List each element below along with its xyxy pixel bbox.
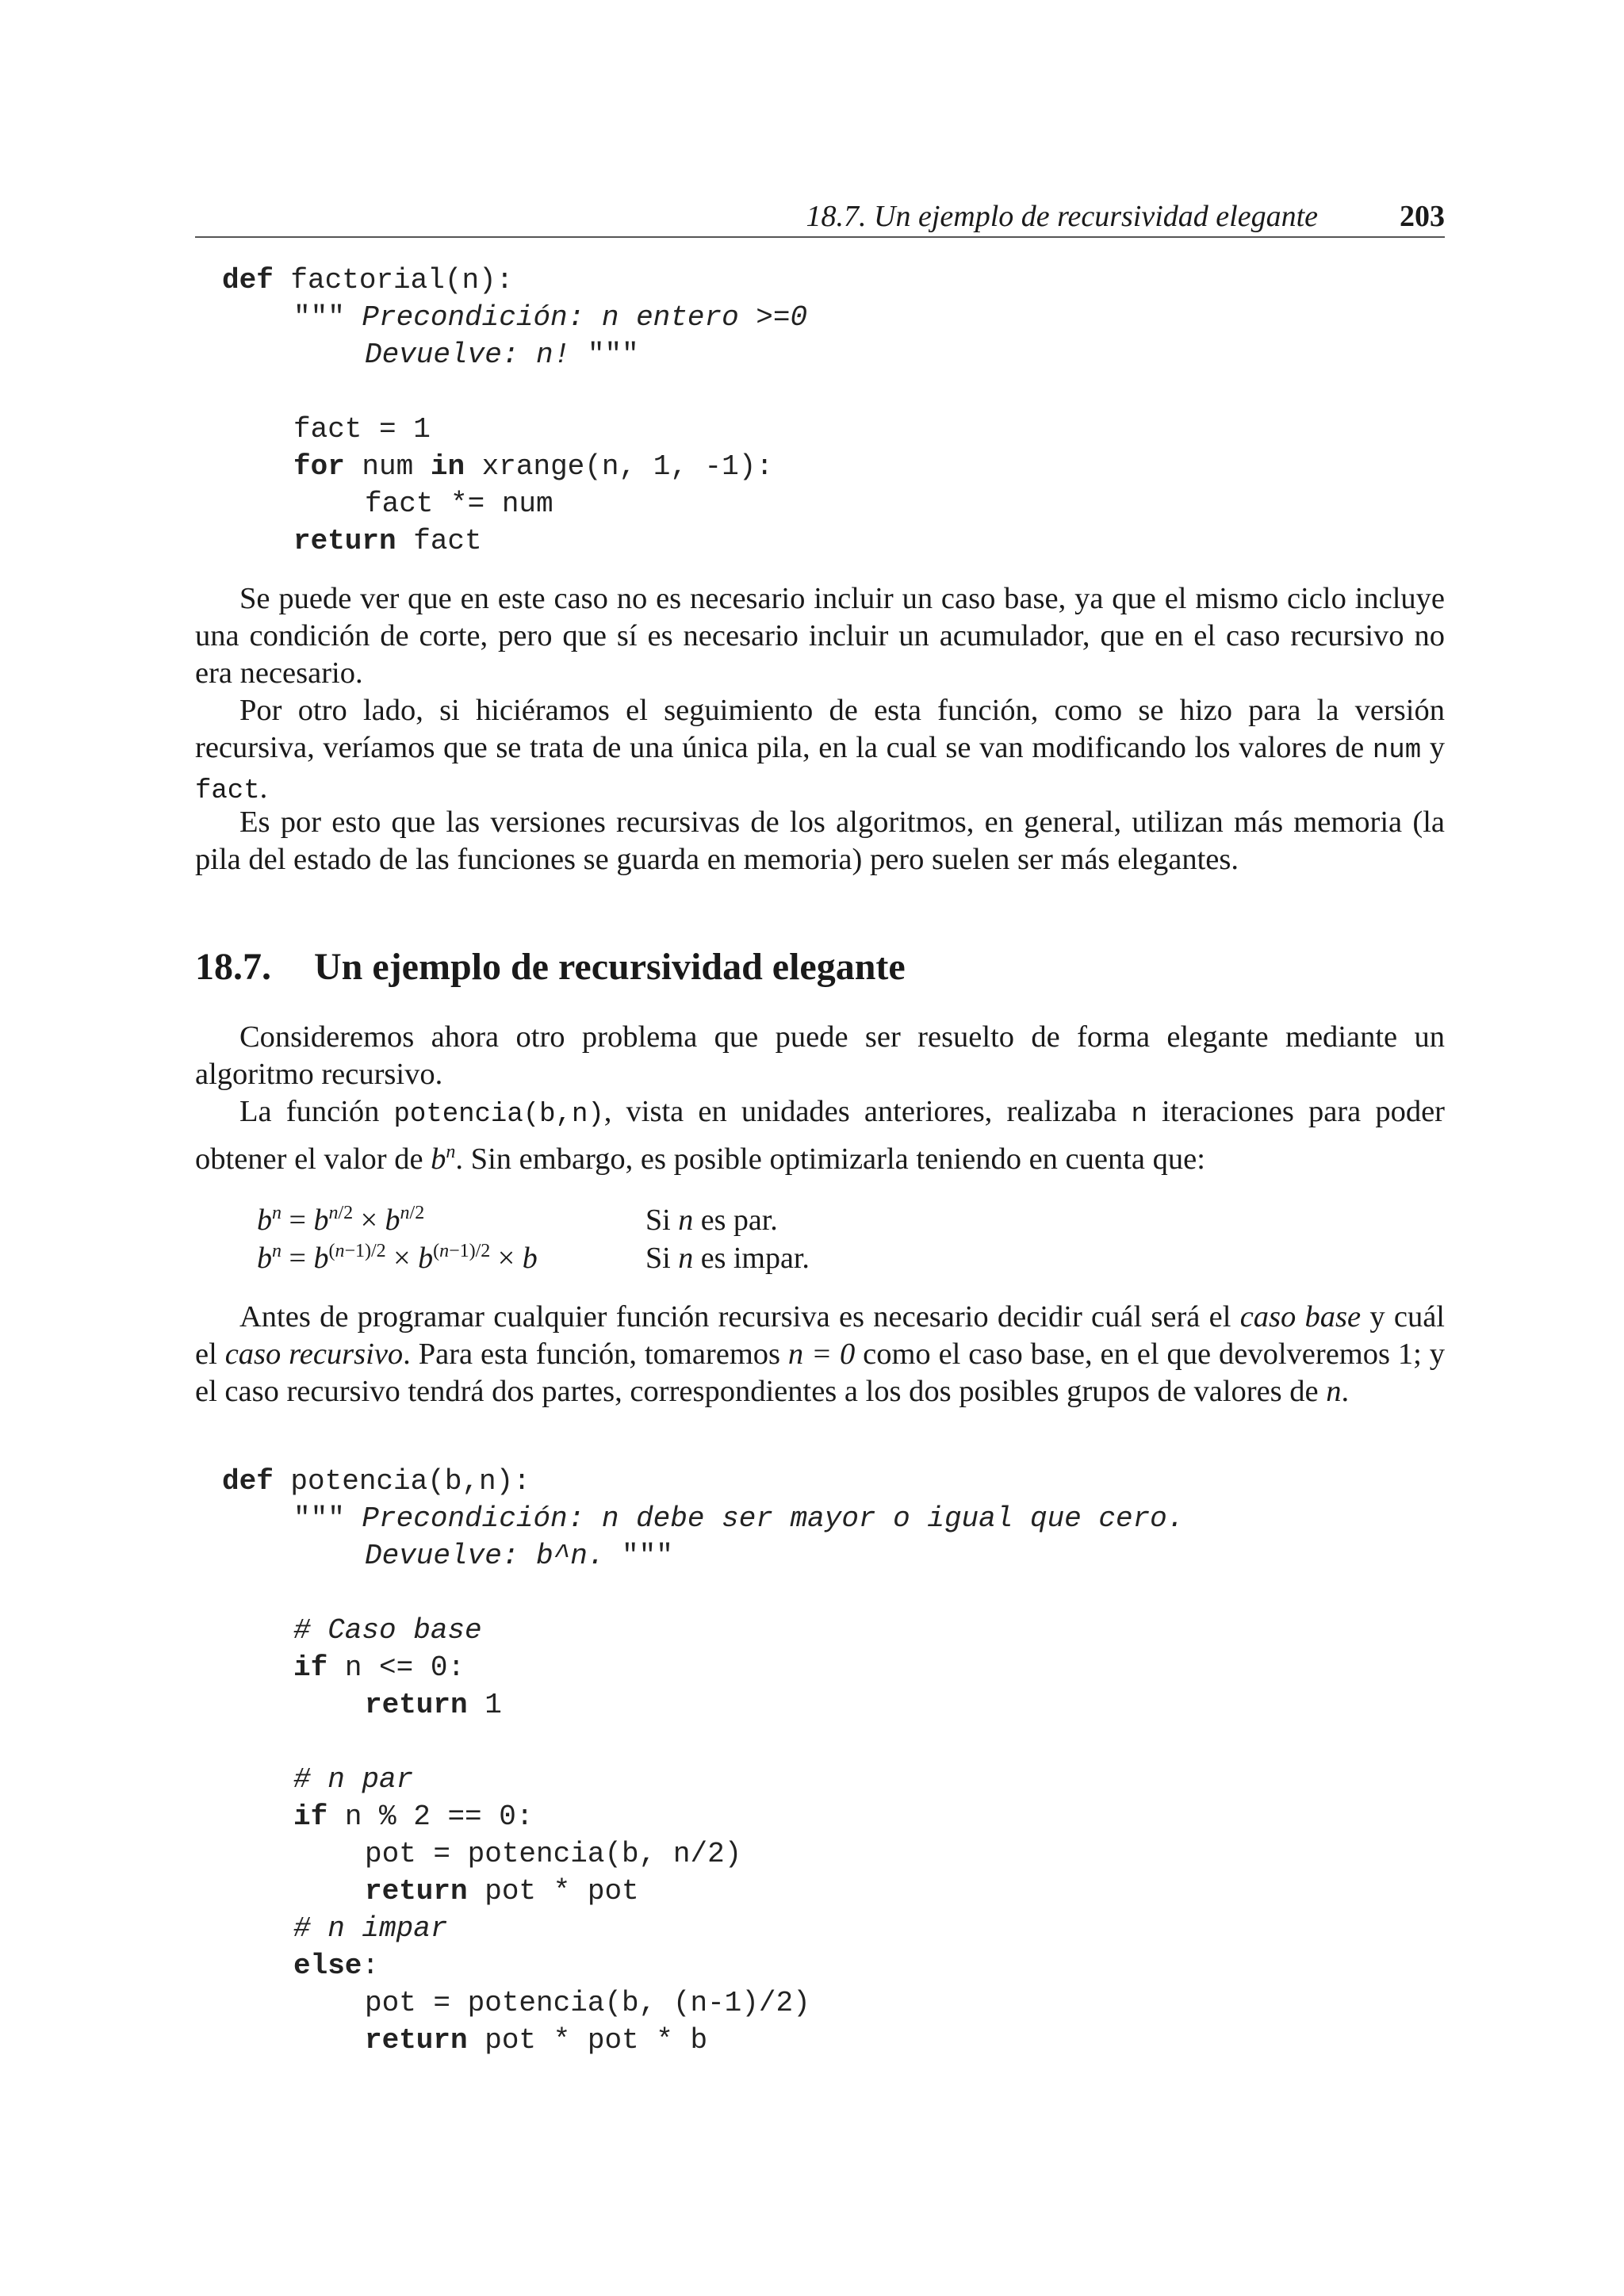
code-line	[222, 1798, 1472, 1835]
section-heading	[195, 943, 906, 991]
code-token: Devuelve: b^n.	[365, 1540, 605, 1572]
code-line	[222, 262, 1472, 299]
condition-text: Si	[645, 1203, 679, 1237]
code-token: Precondición: n debe ser mayor o igual que cero.	[362, 1502, 1185, 1535]
math-b: b	[431, 1142, 446, 1176]
code-num: num	[1372, 736, 1422, 766]
code-line	[222, 1910, 1472, 1947]
code-line	[222, 1835, 1472, 1873]
code-line	[222, 2022, 1472, 2059]
code-fact: fact	[195, 776, 260, 806]
code-token: num	[344, 450, 431, 483]
code-token: pot = potencia(b, (n-1)/2)	[365, 1987, 810, 2019]
paragraph-4: Consideremos ahora otro problema que puede ser resuelto de forma elegante mediante un algoritmo recursivo.	[195, 1020, 1445, 1091]
paragraph-2-text-a: Por otro lado, si hiciéramos el seguimiento de esta función, como se hizo para la versión recursiva, veríamos que se trata de una única pila, en la cual se van modificando los valores de	[195, 694, 1445, 764]
paragraph-2-text-b: y	[1421, 731, 1445, 764]
paragraph-6	[195, 1299, 1445, 1410]
code-token: # Caso base	[293, 1614, 482, 1647]
paragraph-6-text-b: y cuál el	[195, 1300, 1445, 1371]
code-token: return	[365, 2024, 468, 2057]
math-equations	[257, 1201, 1129, 1277]
code-line	[222, 1575, 1472, 1612]
code-token: Devuelve: n!	[365, 339, 571, 371]
paragraph-6-text-e: .	[1341, 1375, 1350, 1408]
paragraph-5	[195, 1093, 1445, 1178]
code-token: def	[222, 1465, 274, 1498]
page-number: 203	[1400, 200, 1445, 233]
code-token: in	[430, 450, 465, 483]
paragraph-5-text-d: . Sin embargo, es posible optimizarla teniendo en cuenta que:	[455, 1142, 1205, 1176]
paragraph-1: Se puede ver que en este caso no es necesario incluir un caso base, ya que el mismo ciclo incluye una condición de corte, pero que sí es necesario incluir un acumulador, que en el caso recursivo no era necesario.	[195, 582, 1445, 690]
paragraph-6-text-c: . Para esta función, tomaremos	[403, 1337, 788, 1371]
code-line	[222, 336, 1472, 373]
math-row	[257, 1201, 1129, 1239]
math-n-equals-0: n = 0	[787, 1337, 856, 1371]
code-token: return	[365, 1875, 468, 1908]
paragraph-2-text-c: .	[259, 771, 268, 805]
paragraph-6-text-d: como el caso base, en el que devolveremos 1; y el caso recursivo tendrá dos partes, correspondientes a los dos posibles grupos de valores de	[195, 1337, 1445, 1408]
paragraph-3: Es por esto que las versiones recursivas de los algoritmos, en general, utilizan más memoria (la pila del estado de las funciones se guarda en memoria) pero suelen ser más elegantes.	[195, 806, 1445, 876]
code-block-factorial	[222, 262, 1472, 560]
code-line	[222, 485, 1472, 522]
code-line	[222, 1463, 1472, 1500]
math-equation: $b^n = b^{(n-1)/2} \times b^{(n-1)/2} \times b$	[257, 1241, 538, 1275]
code-token: :	[362, 1950, 380, 1982]
paragraph-5-text-a: La función	[239, 1095, 394, 1128]
emphasis-caso-base: caso base	[1239, 1300, 1362, 1334]
code-token: factorial(n):	[273, 264, 514, 297]
math-sup-n: n	[446, 1142, 456, 1162]
code-token: """	[570, 339, 639, 371]
code-token: """	[293, 1502, 362, 1535]
paragraph-6-text-a: Antes de programar cualquier función recursiva es necesario decidir cuál será el	[239, 1300, 1240, 1334]
condition-text: es impar.	[693, 1242, 810, 1275]
code-token: fact *= num	[365, 488, 553, 520]
code-token: pot = potencia(b, n/2)	[365, 1838, 742, 1870]
math-condition	[645, 1239, 1129, 1277]
code-line	[222, 411, 1472, 448]
code-line	[222, 1500, 1472, 1537]
code-token: potencia(b,n):	[273, 1465, 530, 1498]
code-line	[222, 1984, 1472, 2022]
code-line	[222, 373, 1472, 411]
code-potencia: potencia(b,n)	[393, 1100, 604, 1130]
code-token: return	[293, 525, 396, 557]
running-header	[195, 197, 1445, 238]
code-token: for	[293, 450, 345, 483]
code-line	[222, 299, 1472, 336]
code-token: fact	[396, 525, 482, 557]
code-line	[222, 1947, 1472, 1984]
code-token: fact = 1	[293, 413, 431, 446]
condition-text: es par.	[693, 1203, 778, 1237]
math-equation: $b^n = b^{n/2} \times b^{n/2}$	[257, 1203, 425, 1237]
running-title: 18.7. Un ejemplo de recursividad elegante	[806, 200, 1318, 233]
code-line	[222, 1612, 1472, 1649]
section-number: 18.7.	[195, 946, 271, 988]
code-line	[222, 522, 1472, 560]
code-token: # n par	[293, 1763, 414, 1796]
code-line	[222, 1649, 1472, 1686]
code-token: """	[604, 1540, 673, 1572]
code-block-potencia	[222, 1463, 1472, 2059]
code-token: # n impar	[293, 1912, 448, 1945]
code-token: pot * pot	[467, 1875, 639, 1908]
code-token: return	[365, 1689, 468, 1721]
code-line	[222, 1724, 1472, 1761]
math-n: n	[1326, 1375, 1342, 1408]
paragraph-2	[195, 692, 1445, 810]
math-row	[257, 1239, 1129, 1277]
condition-var: n	[678, 1203, 694, 1237]
code-line	[222, 1873, 1472, 1910]
code-token: Precondición: n entero >=0	[362, 301, 808, 334]
code-token: """	[293, 301, 362, 334]
code-n: n	[1131, 1100, 1147, 1130]
section-title: Un ejemplo de recursividad elegante	[314, 946, 906, 988]
code-token: def	[222, 264, 274, 297]
code-token: if	[293, 1800, 328, 1833]
code-token: else	[293, 1950, 362, 1982]
math-condition	[645, 1201, 1129, 1239]
condition-text: Si	[645, 1242, 679, 1275]
code-token: xrange(n, 1, -1):	[465, 450, 773, 483]
code-token: pot * pot * b	[467, 2024, 708, 2057]
condition-var: n	[678, 1242, 694, 1275]
code-line	[222, 448, 1472, 485]
code-token: if	[293, 1651, 328, 1684]
code-token: 1	[467, 1689, 502, 1721]
code-token: n <= 0:	[327, 1651, 465, 1684]
code-line	[222, 1537, 1472, 1575]
paragraph-5-text-c: iteraciones para poder obtener el valor de	[195, 1095, 1446, 1176]
code-token: n % 2 == 0:	[327, 1800, 534, 1833]
code-line	[222, 1761, 1472, 1798]
code-line	[222, 1686, 1472, 1724]
emphasis-caso-recursivo: caso recursivo	[224, 1337, 404, 1371]
paragraph-5-text-b: , vista en unidades anteriores, realizaba	[603, 1095, 1132, 1128]
